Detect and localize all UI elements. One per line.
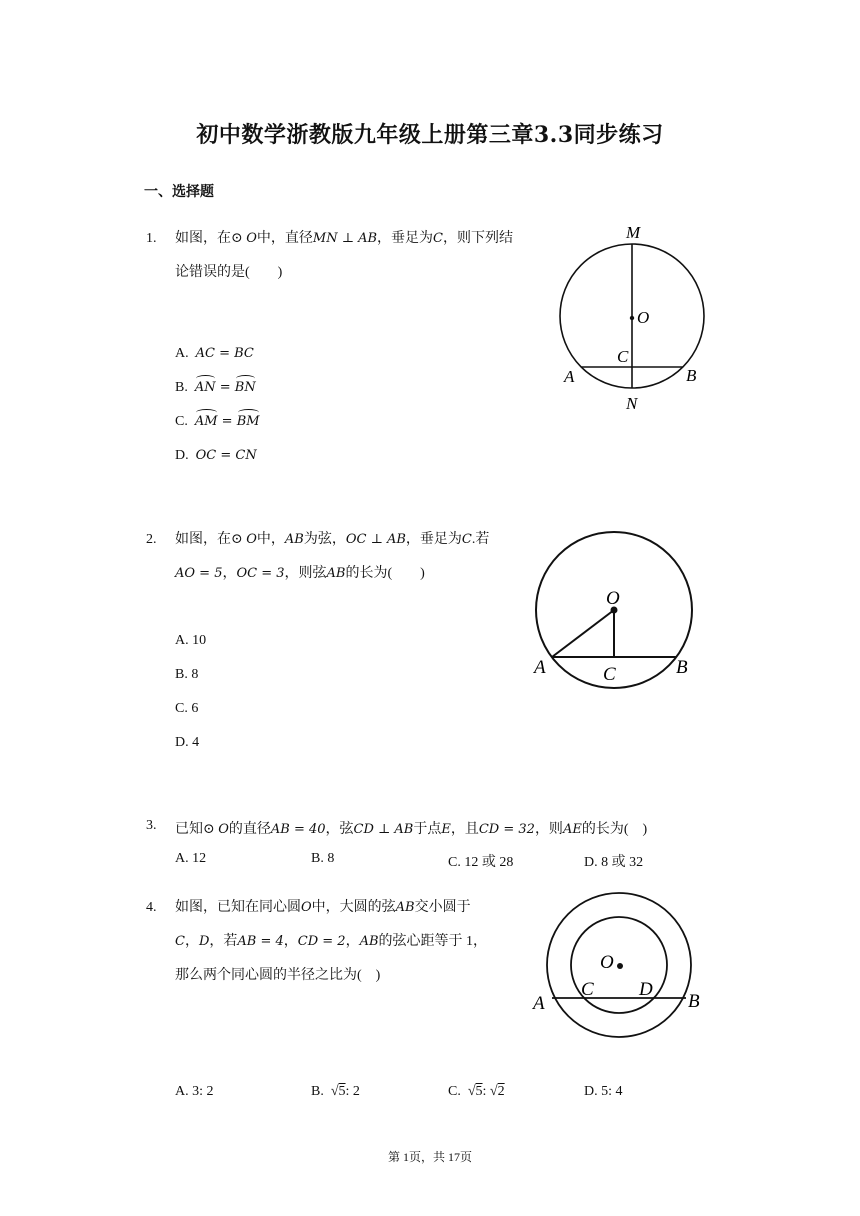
label-c: C: [603, 664, 616, 685]
label-a: A: [564, 367, 575, 386]
label-m: M: [626, 223, 641, 242]
question-3-option-d: D. 8 或 32: [584, 855, 644, 870]
question-2-option-b: B. 8: [175, 667, 199, 682]
question-3-option-c: C. 12 或 28: [448, 855, 514, 870]
label-c: C: [617, 347, 629, 366]
segment-ao: [552, 610, 614, 657]
question-4-figure: [528, 888, 708, 1048]
question-1-number: 1.: [146, 231, 157, 246]
question-1-figure: [550, 218, 720, 418]
label-b: B: [676, 657, 688, 678]
center-dot: [630, 316, 634, 320]
question-1-option-a: A. AC = BC: [175, 346, 254, 361]
label-a: A: [533, 993, 545, 1014]
question-3-option-a: A. 12: [175, 851, 207, 866]
label-a: A: [534, 657, 546, 678]
question-2-stem: 如图，在⊙ O中，AB为弦，OC ⊥ AB，垂足为C.若 AO = 5，OC = 3，则弦AB的长为( ): [175, 532, 490, 581]
question-4-option-a: A. 3: 2: [175, 1084, 214, 1099]
question-4-stem: 如图，已知在同心圆O中，大圆的弦AB交小圆于 C，D，若AB = 4，CD = 2，AB的弦心距等于 1， 那么两个同心圆的半径之比为( ): [175, 900, 488, 983]
question-2-option-a: A. 10: [175, 633, 207, 648]
label-b: B: [688, 991, 700, 1012]
question-2-option-c: C. 6: [175, 701, 199, 716]
question-1-stem: 如图，在⊙ O中，直径MN ⊥ AB，垂足为C，则下列结 论错误的是( ): [175, 231, 513, 280]
question-3-option-b: B. 8: [311, 851, 335, 866]
question-2-option-d: D. 4: [175, 735, 200, 750]
label-o: O: [637, 308, 650, 327]
question-4-number: 4.: [146, 900, 157, 915]
sqrt-icon: √: [489, 1084, 498, 1099]
section-heading: 一、选择题: [144, 184, 214, 200]
sqrt-icon: √: [330, 1084, 339, 1099]
question-4-option-b: B. √5: 2: [311, 1084, 360, 1099]
question-3-stem: 已知⊙ O的直径AB = 40，弦CD ⊥ AB于点E，且CD = 32，则AE的长为( ): [175, 822, 648, 837]
question-2-figure: [528, 528, 703, 698]
page-footer: 第 1页，共 17页: [387, 1150, 472, 1164]
label-c: C: [581, 979, 594, 1000]
question-3-number: 3.: [146, 818, 157, 833]
sqrt-icon: √: [467, 1084, 476, 1099]
label-n: N: [626, 394, 638, 413]
center-dot: [617, 963, 623, 969]
label-d: D: [639, 979, 653, 1000]
question-1-option-c: C. AM = BM: [175, 414, 260, 429]
question-4-option-c: C. √5: √2: [448, 1084, 505, 1099]
label-o: O: [606, 588, 620, 609]
label-b: B: [686, 366, 697, 385]
label-o: O: [600, 952, 614, 973]
question-2-number: 2.: [146, 532, 157, 547]
page-title: 初中数学浙教版九年级上册第三章3.3同步练习: [196, 122, 664, 148]
question-1-option-b: B. AN = BN: [175, 380, 256, 395]
question-4-option-d: D. 5: 4: [584, 1084, 623, 1099]
question-1-option-d: D. OC = CN: [175, 448, 257, 463]
